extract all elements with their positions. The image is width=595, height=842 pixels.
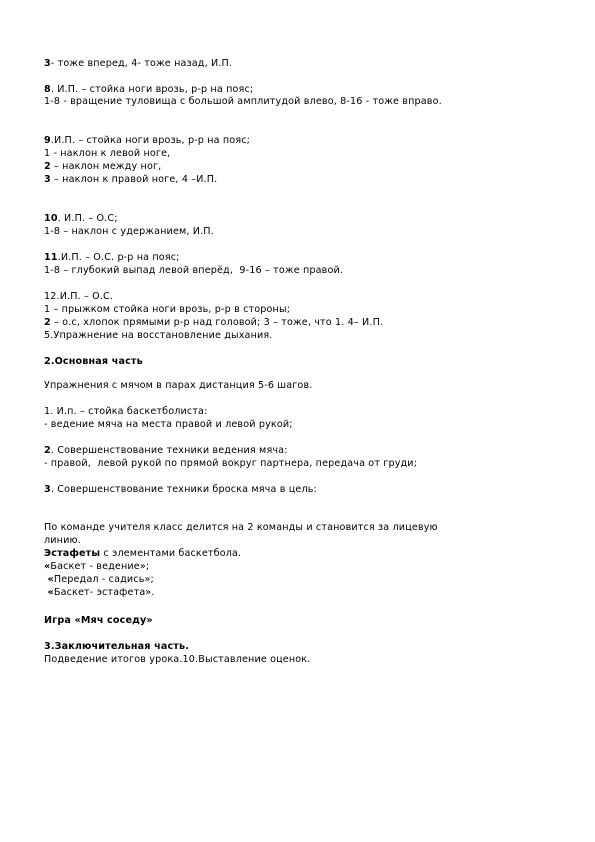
text-line: «Баскет- эстафета». (44, 587, 155, 598)
text-line: 1 - наклон к левой ноге, (44, 148, 171, 159)
text-line: 1-8 - вращение туловища с большой амплитудой влево, 8-16 - тоже вправо. (44, 96, 442, 107)
text-line: 1-8 – наклон с удержанием, И.П. (44, 226, 214, 237)
text-line: Подведение итогов урока.10.Выставление оценок. (44, 654, 311, 665)
text-line: 12.И.П. – О.С. (44, 291, 114, 302)
text-line: 5.Упражнение на восстановление дыхания. (44, 330, 273, 341)
section-heading: 2.Основная часть (44, 356, 143, 367)
text-line: 3- тоже вперед, 4- тоже назад, И.П. (44, 58, 233, 69)
text-line: линию. (44, 535, 81, 546)
text-line: - ведение мяча на места правой и левой рукой; (44, 419, 293, 430)
text-line: Упражнения с мячом в парах дистанция 5-6 шагов. (44, 380, 313, 391)
section-heading: 3.Заключительная часть. (44, 641, 190, 652)
text-line: По команде учителя класс делится на 2 команды и становится за лицевую (44, 522, 438, 533)
text-line: 1 – прыжком стойка ноги врозь, р-р в стороны; (44, 304, 291, 315)
text-line: 2 – наклон между ног, (44, 161, 162, 172)
text-line: 3 – наклон к правой ноге, 4 –И.П. (44, 174, 218, 185)
text-line: 2. Совершенствование техники ведения мяча: (44, 445, 288, 456)
text-line: Эстафеты с элементами баскетбола. (44, 548, 242, 559)
text-line: «Передал - садись»; (44, 574, 154, 585)
text-line: 11.И.П. – О.С. р-р на пояс; (44, 252, 180, 263)
text-line: 1-8 – глубокий выпад левой вперёд, 9-16 – тоже правой. (44, 265, 344, 276)
text-line: - правой, левой рукой по прямой вокруг партнера, передача от груди; (44, 458, 418, 469)
text-line: 1. И.п. – стойка баскетболиста: (44, 406, 208, 417)
text-line: 8. И.П. – стойка ноги врозь, р-р на пояс; (44, 84, 254, 95)
text-line: 3. Совершенствование техники броска мяча в цель: (44, 484, 317, 495)
game-heading: Игра «Мяч соседу» (44, 615, 153, 626)
text-line: 2 – о.с, хлопок прямыми р-р над головой; 3 – тоже, что 1. 4– И.П. (44, 317, 384, 328)
text-line: 9.И.П. – стойка ноги врозь, р-р на пояс; (44, 135, 251, 146)
text-line: 10. И.П. – О.С; (44, 213, 118, 224)
text-line: «Баскет - ведение»; (44, 561, 150, 572)
